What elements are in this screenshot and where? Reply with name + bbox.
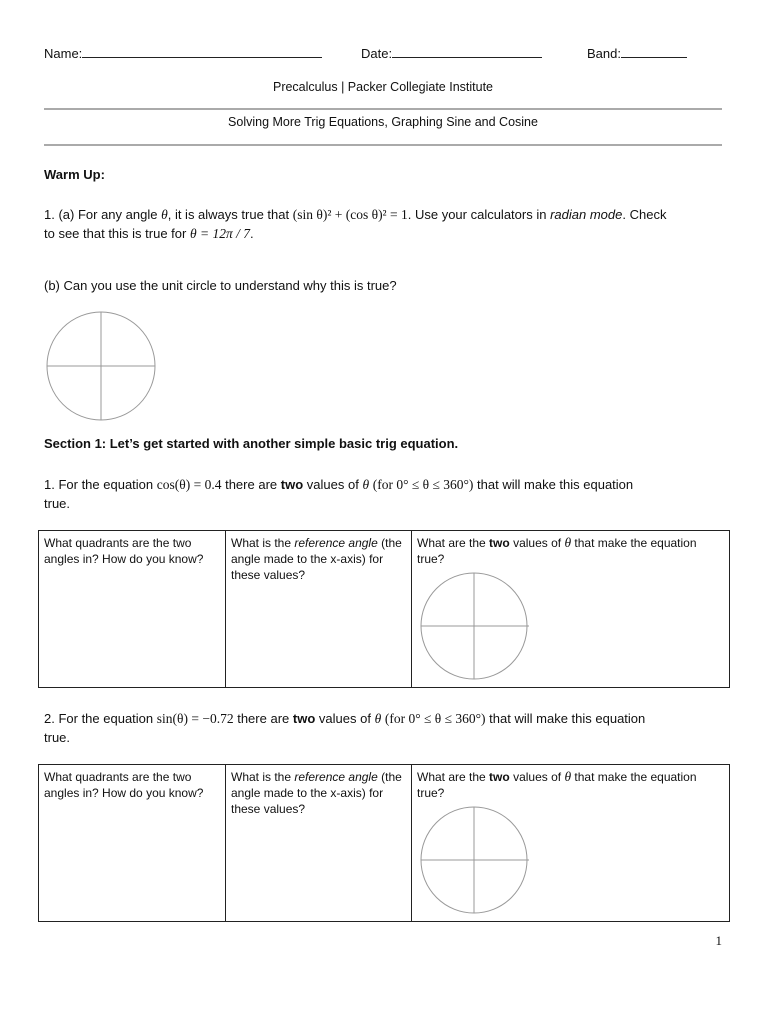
- band-blank[interactable]: [621, 44, 687, 58]
- band-field[interactable]: [587, 44, 687, 61]
- warmup-q1b: (b) Can you use the unit circle to understand why this is true?: [44, 278, 397, 293]
- theta-value: θ = 12π / 7: [189, 226, 250, 241]
- two-values-cell[interactable]: What are the two values of θ that make the equation true?: [412, 531, 730, 688]
- unit-circle-problem-1: [418, 571, 530, 683]
- course-line: Precalculus | Packer Collegiate Institute: [272, 80, 494, 94]
- two-values-cell[interactable]: What are the two values of θ that make the equation true?: [412, 765, 730, 922]
- problem-1-table: [38, 530, 730, 688]
- reference-angle-cell[interactable]: What is the reference angle (the angle made to the x-axis) for these values?: [226, 531, 412, 688]
- header-rule-top: [44, 108, 722, 110]
- unit-circle-problem-2: [418, 805, 530, 917]
- lesson-title: Solving More Trig Equations, Graphing Sine and Cosine: [228, 115, 538, 129]
- warmup-heading: Warm Up:: [44, 167, 105, 182]
- name-blank[interactable]: [82, 44, 322, 58]
- reference-angle-cell[interactable]: What is the reference angle (the angle made to the x-axis) for these values?: [226, 765, 412, 922]
- unit-circle-warmup: [44, 311, 158, 425]
- quadrants-cell[interactable]: What quadrants are the two angles in? How do you know?: [39, 531, 226, 688]
- date-field[interactable]: [361, 44, 542, 61]
- problem-1-equation: cos(θ) = 0.4: [156, 477, 222, 492]
- page-number: 1: [715, 933, 722, 948]
- identity-equation: (sin θ)² + (cos θ)² = 1: [292, 207, 408, 222]
- name-field[interactable]: [44, 44, 322, 61]
- name-label: Name:: [44, 46, 83, 61]
- problem-2: 2. For the equation sin(θ) = −0.72 there are two values of θ (for 0° ≤ θ ≤ 360°) that will make this equation true.: [44, 711, 646, 745]
- warmup-q1a: 1. (a) For any angle θ, it is always true that (sin θ)² + (cos θ)² = 1. Use your calculators in radian mode. Check to see that this is true for θ = 12π / 7.: [44, 207, 667, 241]
- date-blank[interactable]: [392, 44, 542, 58]
- problem-1: 1. For the equation cos(θ) = 0.4 there are two values of θ (for 0° ≤ θ ≤ 360°) that will make this equation true.: [44, 477, 634, 511]
- date-label: Date:: [361, 46, 393, 61]
- quadrants-cell[interactable]: What quadrants are the two angles in? How do you know?: [39, 765, 226, 922]
- band-label: Band:: [587, 46, 621, 61]
- header-rule-bottom: [44, 144, 722, 146]
- problem-2-table: [38, 764, 730, 922]
- problem-2-equation: sin(θ) = −0.72: [156, 711, 234, 726]
- section1-heading: Section 1: Let’s get started with another simple basic trig equation.: [44, 436, 459, 451]
